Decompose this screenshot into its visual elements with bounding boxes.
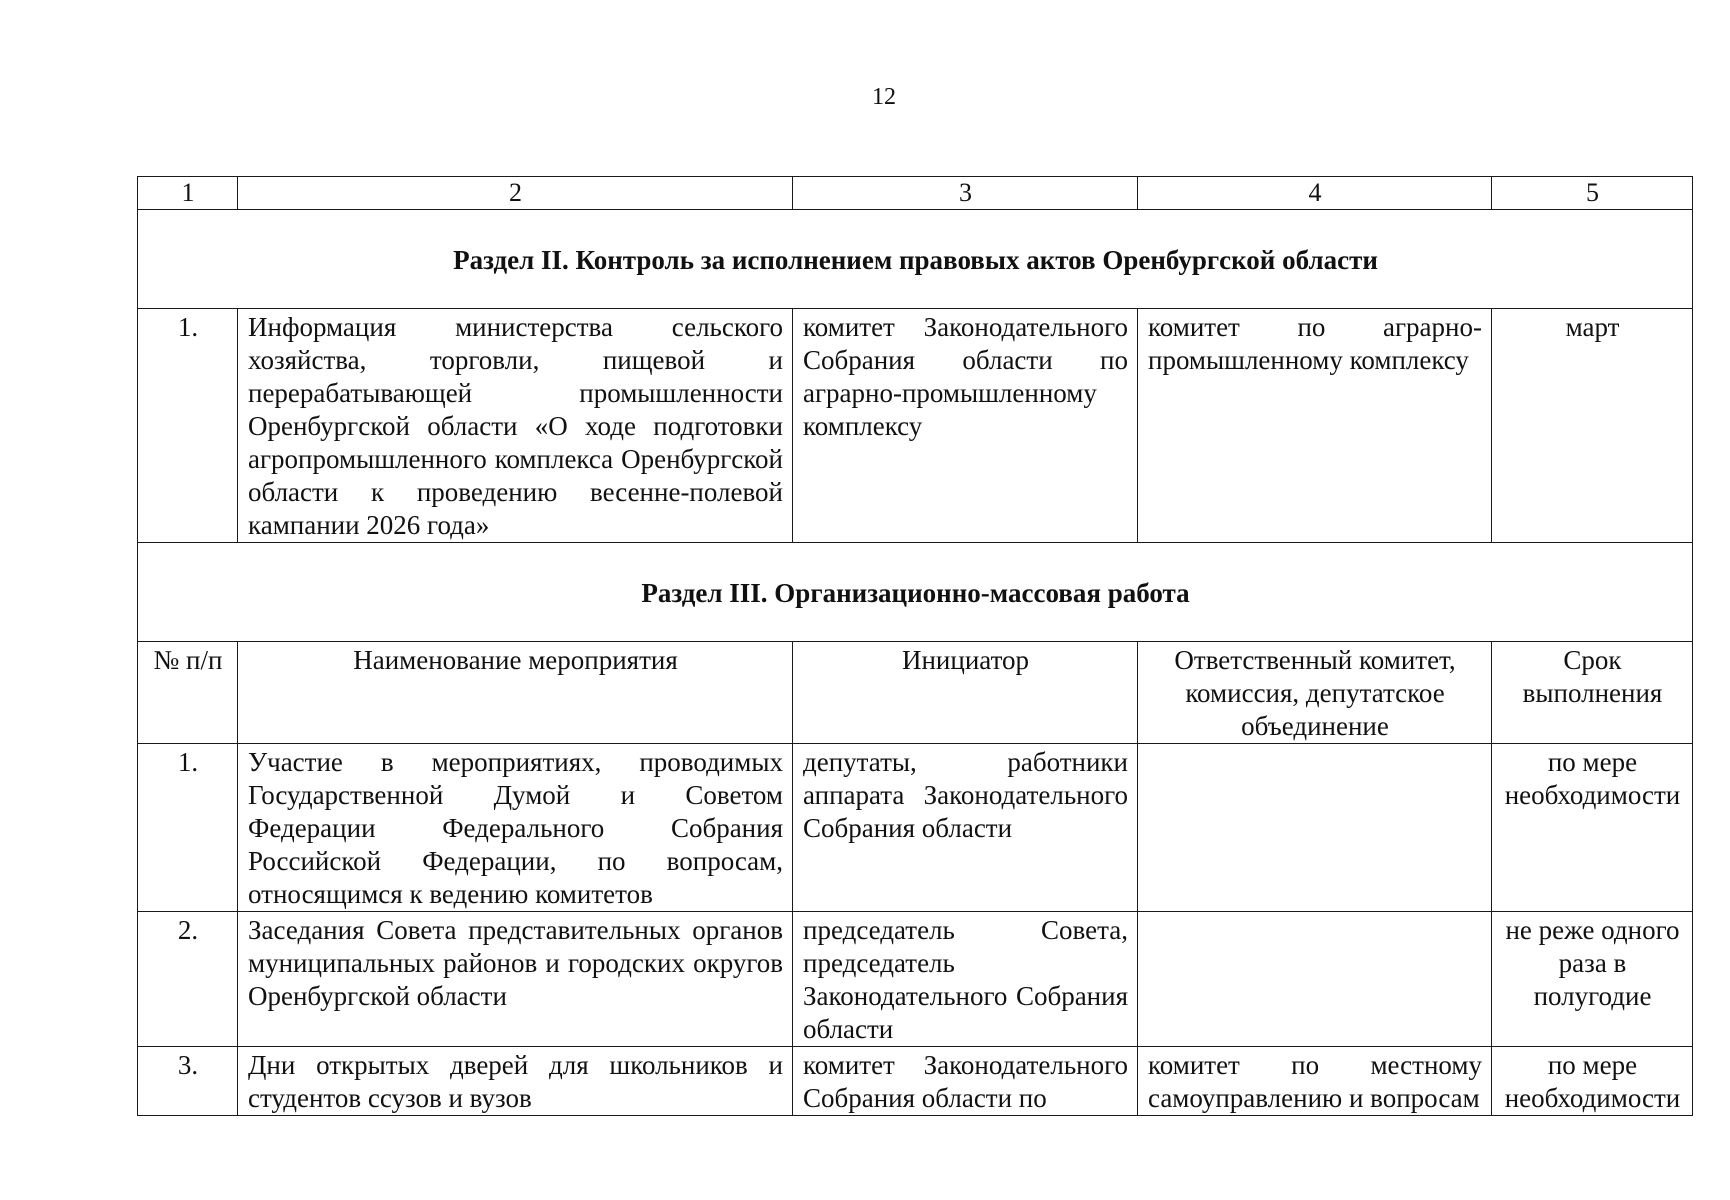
- responsible-committee: комитет по аграрно-промышленному комплексу: [1138, 309, 1492, 543]
- deadline: март: [1492, 309, 1693, 543]
- initiator: председатель Совета, председатель Законодательного Собрания области: [793, 912, 1138, 1047]
- header-initiator: Инициатор: [793, 642, 1138, 744]
- column-number: 4: [1138, 177, 1492, 210]
- table-row: [138, 1047, 1693, 1116]
- header-num: № п/п: [138, 642, 238, 744]
- column-number-row: [138, 177, 1693, 210]
- section-heading-row: [138, 543, 1693, 642]
- initiator: комитет Законодательного Собрания области по: [793, 1047, 1138, 1116]
- event-name: Дни открытых дверей для школьников и студентов ссузов и вузов: [238, 1047, 793, 1116]
- responsible-committee: [1138, 744, 1492, 912]
- deadline: по мере необходимости: [1492, 1047, 1693, 1116]
- header-name: Наименование мероприятия: [238, 642, 793, 744]
- event-name: Информация министерства сельского хозяйства, торговли, пищевой и перерабатывающей промышленности Оренбургской области «О ходе подготовки агропромышленного комплекса Оренбургской области к проведению весенне-полевой кампании 2026 года»: [238, 309, 793, 543]
- column-number: 1: [138, 177, 238, 210]
- deadline: по мере необходимости: [1492, 744, 1693, 912]
- table-row: [138, 309, 1693, 543]
- section-2-title: Раздел II. Контроль за исполнением правовых актов Оренбургской области: [138, 210, 1693, 309]
- deadline: не реже одного раза в полугодие: [1492, 912, 1693, 1047]
- table-row: [138, 912, 1693, 1047]
- row-number: 1.: [138, 309, 238, 543]
- initiator: депутаты, работники аппарата Законодательного Собрания области: [793, 744, 1138, 912]
- initiator: комитет Законодательного Собрания области по аграрно-промышленному комплексу: [793, 309, 1138, 543]
- table-row: [138, 744, 1693, 912]
- responsible-committee: комитет по местному самоуправлению и вопросам: [1138, 1047, 1492, 1116]
- page-number: 12: [872, 84, 896, 110]
- column-number: 3: [793, 177, 1138, 210]
- row-number: 3.: [138, 1047, 238, 1116]
- responsible-committee: [1138, 912, 1492, 1047]
- event-name: Заседания Совета представительных органов муниципальных районов и городских округов Оренбургской области: [238, 912, 793, 1047]
- section-3-title: Раздел III. Организационно-массовая работа: [138, 543, 1693, 642]
- header-responsible: Ответственный комитет, комиссия, депутатское объединение: [1138, 642, 1492, 744]
- column-number: 5: [1492, 177, 1693, 210]
- header-deadline: Срок выполнения: [1492, 642, 1693, 744]
- row-number: 1.: [138, 744, 238, 912]
- event-name: Участие в мероприятиях, проводимых Государственной Думой и Советом Федерации Федерального Собрания Российской Федерации, по вопросам, относящимся к ведению комитетов: [238, 744, 793, 912]
- plan-table: [137, 176, 1693, 1116]
- section-heading-row: [138, 210, 1693, 309]
- column-number: 2: [238, 177, 793, 210]
- row-number: 2.: [138, 912, 238, 1047]
- column-header-row: [138, 642, 1693, 744]
